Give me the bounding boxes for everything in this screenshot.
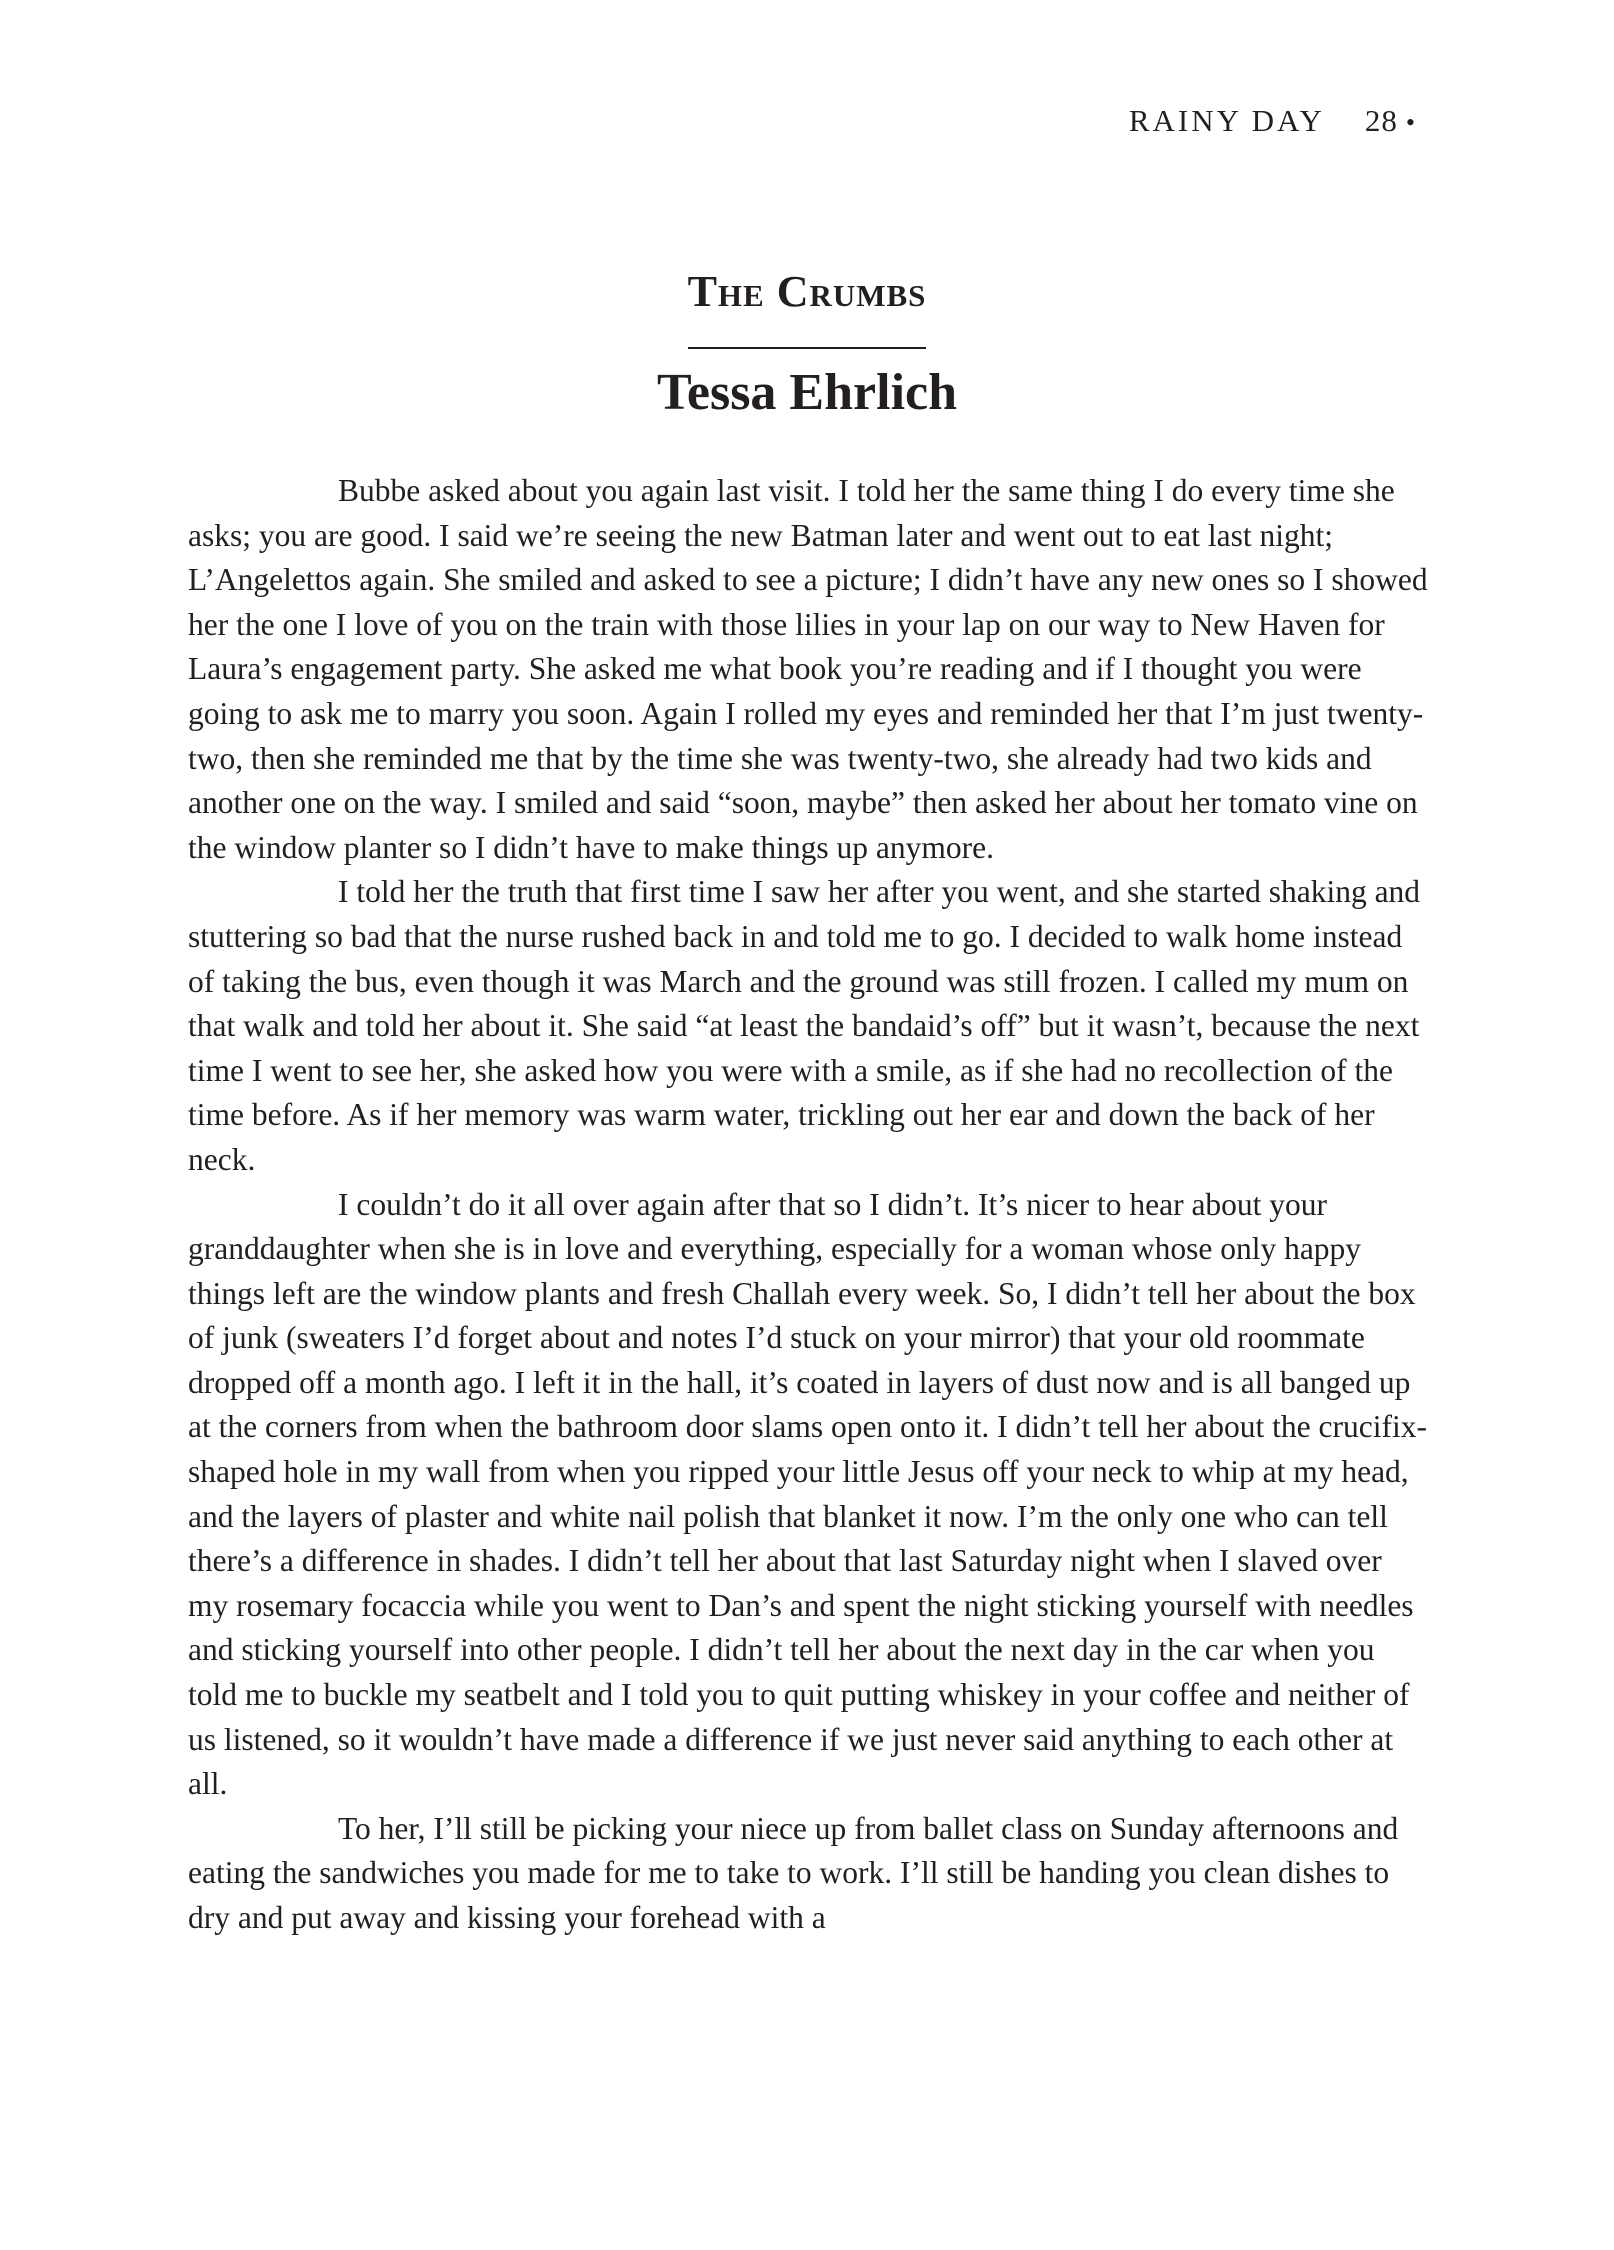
bullet-glyph: • — [1405, 108, 1418, 137]
running-title: RAINY DAY — [1128, 103, 1325, 138]
paragraph: I told her the truth that first time I saw her after you went, and she started shaking and stuttering so bad that the nurse rushed back in and told me to go. I decided to walk home instead of taking the bus, even though it was March and the ground was still frozen. I called my mum on that walk and told her about it. She said “at least the bandaid’s off” but it wasn’t, because the next time I went to see her, she asked how you were with a smile, as if she had no recollection of the time before. As if her memory was warm water, trickling out her ear and down the back of her neck. — [188, 874, 1421, 1177]
author-name: Tessa Ehrlich — [656, 364, 958, 421]
page-number: 28 — [1364, 103, 1398, 138]
paragraph: Bubbe asked about you again last visit. I told her the same thing I do every time she asks; you are good. I said we’re seeing the new Batman later and went out to eat last night; L’Angelettos again. She smiled and asked to see a picture; I didn’t have any new ones so I showed her the one I love of you on the train with those lilies in your lap on our way to New Haven for Laura’s engagement party. She asked me what book you’re reading and if I thought you were going to ask me to marry you soon. Again I rolled my eyes and reminded her that I’m just twenty-two, then she reminded me that by the time she was twenty-two, she already had two kids and another one on the way. I smiled and said “soon, maybe” then asked her about her tomato vine on the window planter so I didn’t have to make things up anymore. — [188, 473, 1428, 865]
paragraph: To her, I’ll still be picking your niece up from ballet class on Sunday afternoons and eating the sandwiches you made for me to take to work. I’ll still be handing you clean dishes to dry and put away and kissing your forehead with a — [188, 1810, 1399, 1935]
story-title: The Crumbs — [687, 267, 927, 316]
title-divider — [688, 347, 926, 349]
running-header — [1129, 103, 1418, 139]
story-body — [188, 469, 1428, 1941]
paragraph: I couldn’t do it all over again after that so I didn’t. It’s nicer to hear about your granddaughter when she is in love and everything, especially for a woman whose only happy things left are the window plants and fresh Challah every week. So, I didn’t tell her about the box of junk (sweaters I’d forget about and notes I’d stuck on your mirror) that your old roommate dropped off a month ago. I left it in the hall, it’s coated in layers of dust now and is all banged up at the corners from when the bathroom door slams open onto it. I didn’t tell her about the crucifix-shaped hole in my wall from when you ripped your little Jesus off your neck to whip at my head, and the layers of plaster and white nail polish that blanket it now. I’m the only one who can tell there’s a difference in shades. I didn’t tell her about that last Saturday night when I slaved over my rosemary focaccia while you went to Dan’s and spent the night sticking yourself with needles and sticking yourself into other people. I didn’t tell her about the next day in the car when you told me to buckle my seatbelt and I told you to quit putting whiskey in your coffee and neither of us listened, so it wouldn’t have made a difference if we just never said anything to each other at all. — [188, 1186, 1427, 1802]
